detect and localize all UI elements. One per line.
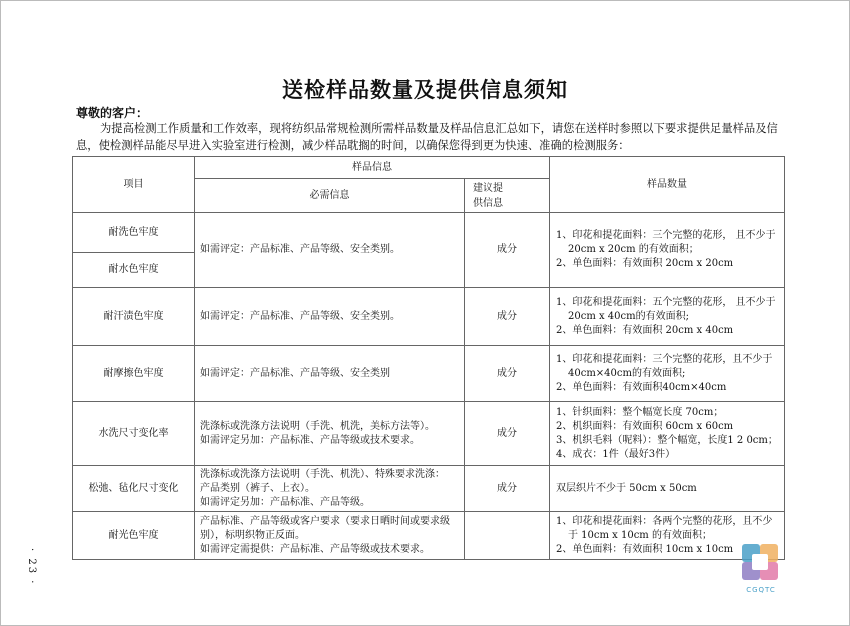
required-line: 产品类别（裤子、上衣）。 [200,482,315,494]
header-required: 必需信息 [195,179,465,213]
header-sample-info: 样品信息 [195,157,550,179]
required-line: 洗涤标或洗涤方法说明（手洗、机洗，美标方法等）。 [200,420,435,432]
required-line: 别），标明织物正反面。 [200,529,305,541]
quantity-line: 双层织片不少于 50cm x 50cm [556,482,697,494]
quantity-line: 2、单色面料：有效面积 20cm x 40cm [556,324,734,336]
row-quantity [550,213,785,288]
row-required [195,512,465,560]
row-suggested [465,512,550,560]
required-line: 洗涤标或洗涤方法说明（手洗、机洗）、特殊要求洗涤： [200,468,445,480]
cgqtc-logo-icon [738,540,782,584]
row-suggested: 成分 [465,466,550,512]
row-suggested: 成分 [465,402,550,466]
page-number: · 23 · [26,548,37,586]
row-item: 耐水色牢度 [73,253,195,288]
logo-center [752,554,768,570]
quantity-line: 1、印花和提花面料：五个完整的花形， 且不少于 [556,296,776,308]
row-required [195,402,465,466]
row-required [195,288,465,346]
row-item: 耐摩擦色牢度 [73,346,195,402]
quantity-line: 2、单色面料：有效面积40cm×40cm [556,381,727,393]
required-line: 如需评定：产品标准、产品等级、安全类别 [200,367,390,379]
document-title: 送检样品数量及提供信息须知 [282,78,568,102]
quantity-line: 于 10cm x 10cm 的有效面积； [568,529,712,541]
quantity-line: 2、机织面料：有效面积 60cm x 60cm [556,420,734,432]
required-line: 如需评定：产品标准、产品等级、安全类别。 [200,310,400,322]
quantity-line: 20cm x 40cm的有效面积; [568,310,689,322]
greeting: 尊敬的客户： [76,106,149,120]
required-line: 如需评定：产品标准、产品等级、安全类别。 [200,244,400,255]
row-item: 耐光色牢度 [73,512,195,560]
row-quantity [550,466,785,512]
quantity-line: 1、针织面料：整个幅宽长度 70cm； [556,406,724,418]
row-quantity [550,288,785,346]
row-required [195,466,465,512]
intro-paragraph: 为提高检测工作质量和工作效率，现将纺织品常规检测所需样品数量及样品信息汇总如下，请您在送样时参照以下要求提供足量样品及信息，使检测样品能尽早进入实验室进行检测，减少样品耽搁的时间，以确保您得到更为快速、准确的检测服务： [76,122,778,152]
quantity-line: 40cm×40cm的有效面积; [568,367,686,379]
header-suggested-text: 建议提供信息 [473,182,503,209]
quantity-line: 1、印花和提花面料：三个完整的花形， 且不少于 [556,230,776,241]
quantity-line: 3、机织毛料（呢料）：整个幅宽，长度1 2 0cm； [556,434,778,446]
row-item: 耐汗渍色牢度 [73,288,195,346]
row-quantity [550,402,785,466]
row-suggested: 成分 [465,288,550,346]
required-line: 如需评定需提供：产品标准、产品等级或技术要求。 [200,543,430,555]
header-quantity: 样品数量 [550,157,785,213]
row-quantity [550,346,785,402]
header-suggested [465,179,550,213]
required-line: 如需评定另加：产品标准、产品等级。 [200,496,370,508]
quantity-line: 1、印花和提花面料：各两个完整的花形，且不少 [556,515,773,527]
quantity-line: 1、印花和提花面料：三个完整的花形，且不少于 [556,353,773,365]
row-suggested: 成分 [465,346,550,402]
row-suggested: 成分 [465,213,550,288]
required-line: 产品标准、产品等级或客户要求（要求日晒时间或要求级 [200,515,450,527]
row-required [195,213,465,288]
quantity-line: 4、成衣：1件（最好3件） [556,448,676,460]
quantity-line: 2、单色面料：有效面积 10cm x 10cm [556,543,734,555]
row-required [195,346,465,402]
required-line: 如需评定另加：产品标准、产品等级或技术要求。 [200,434,420,446]
quantity-line: 20cm x 20cm 的有效面积； [568,244,699,255]
logo-text: CGQTC [746,586,776,594]
quantity-line: 2、单色面料：有效面积 20cm x 20cm [556,258,734,269]
row-item: 松弛、毡化尺寸变化 [73,466,195,512]
row-item: 耐洗色牢度 [73,213,195,253]
requirements-table [72,156,785,560]
header-item: 项目 [73,157,195,213]
row-item: 水洗尺寸变化率 [73,402,195,466]
